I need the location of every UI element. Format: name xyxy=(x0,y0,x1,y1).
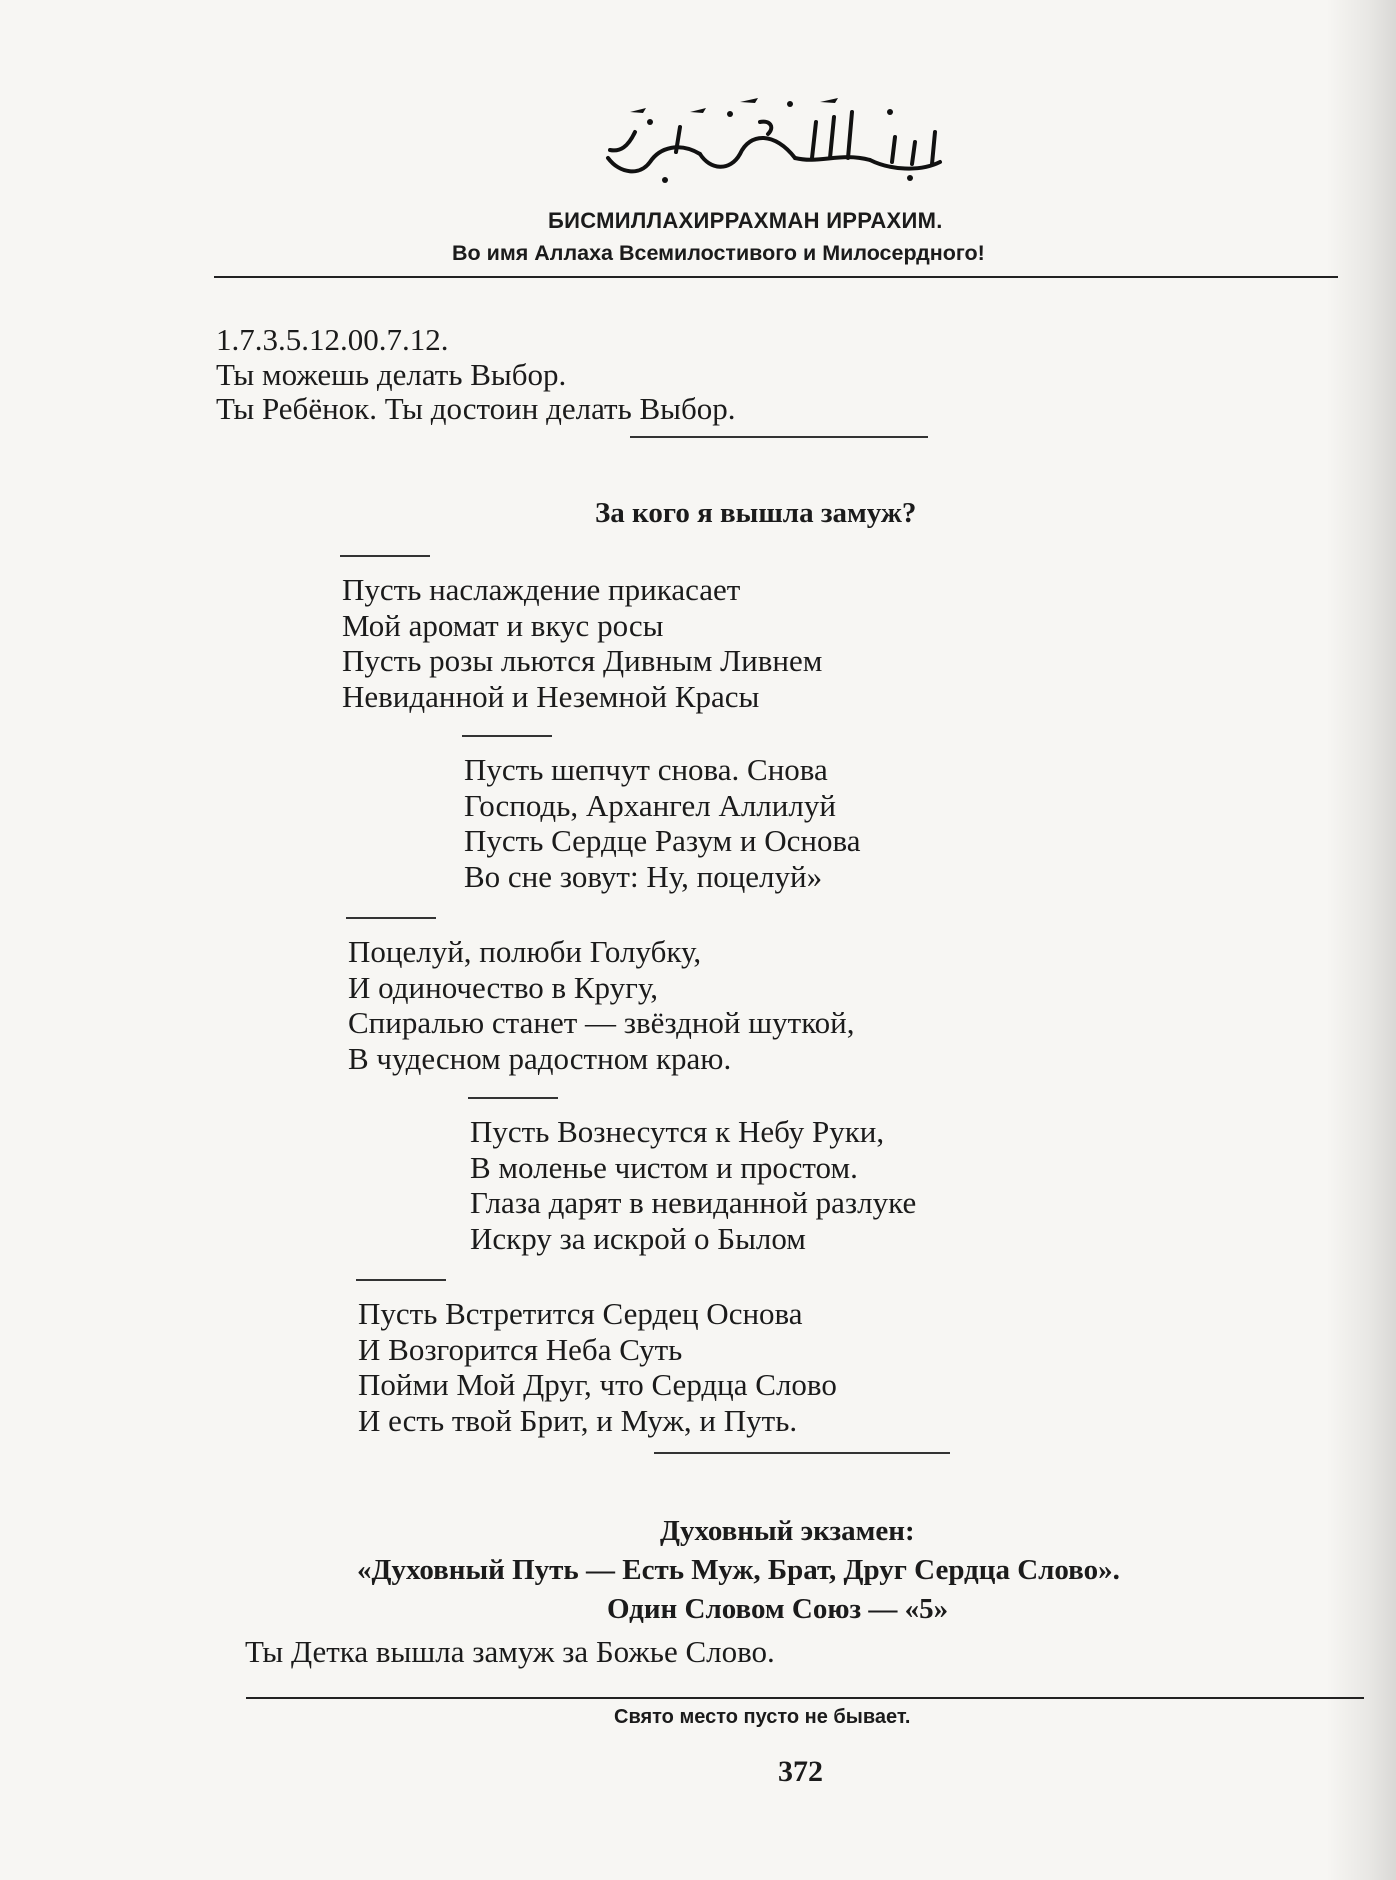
poem-line: Невиданной и Неземной Красы xyxy=(342,678,760,714)
poem-stanza-5 xyxy=(358,1296,837,1438)
poem-line: Во сне зовут: Ну, поцелуй» xyxy=(464,858,823,894)
page-edge-shadow xyxy=(1326,0,1396,1880)
stanza-divider xyxy=(356,1279,446,1281)
poem-stanza-4 xyxy=(470,1114,916,1256)
stanza-divider xyxy=(462,735,552,737)
exam-title: Духовный экзамен: xyxy=(660,1515,915,1547)
header-rule xyxy=(214,276,1338,278)
poem-line: И Возгорится Неба Суть xyxy=(358,1331,683,1367)
poem-line: И есть твой Брит, и Муж, и Путь. xyxy=(358,1402,798,1438)
poem-stanza-2 xyxy=(464,752,860,894)
poem-line: Пусть шепчут снова. Снова xyxy=(464,752,828,787)
footer-proverb: Свято место пусто не бывает. xyxy=(614,1706,911,1728)
poem-line: Господь, Архангел Аллилуй xyxy=(464,787,836,823)
poem-end-rule xyxy=(654,1452,950,1454)
exam-quote: «Духовный Путь — Есть Муж, Брат, Друг Сердца Слово». xyxy=(357,1554,1120,1586)
poem-line: Спиралью станет — звёздной шуткой, xyxy=(348,1005,855,1040)
exam-conclusion: Ты Детка вышла замуж за Божье Слово. xyxy=(245,1634,775,1669)
poem-stanza-3 xyxy=(348,934,855,1076)
poem-line: Мой аромат и вкус росы xyxy=(342,607,664,643)
poem-line: Искру за искрой о Былом xyxy=(470,1220,806,1256)
stanza-divider xyxy=(468,1097,558,1099)
poem-line: Пусть Сердце Разум и Основа xyxy=(464,823,861,858)
poem-line: Поцелуй, полюби Голубку, xyxy=(348,934,702,969)
bismillah-transliteration: БИСМИЛЛАХИРРАХМАН ИРРАХИМ. xyxy=(548,208,943,233)
exam-grade: Один Словом Союз — «5» xyxy=(607,1593,949,1625)
poem-line: Глаза дарят в невиданной разлуке xyxy=(470,1185,917,1220)
poem-line: Пусть наслаждение прикасает xyxy=(342,572,741,607)
stanza-divider xyxy=(346,917,436,919)
bismillah-calligraphy xyxy=(590,92,950,187)
poem-line: Пусть розы льются Дивным Ливнем xyxy=(342,643,823,678)
poem-line: Пусть Встретится Сердец Основа xyxy=(358,1296,803,1331)
intro-code: 1.7.3.5.12.00.7.12. xyxy=(216,322,449,357)
poem-line: В моленье чистом и простом. xyxy=(470,1149,858,1185)
page-number: 372 xyxy=(778,1755,823,1788)
footer-rule xyxy=(246,1697,1364,1699)
stanza-divider xyxy=(340,555,430,557)
intro-rule xyxy=(630,436,928,438)
poem-line: Пойми Мой Друг, что Сердца Слово xyxy=(358,1367,837,1402)
poem-line: И одиночество в Кругу, xyxy=(348,969,659,1005)
bismillah-translation: Во имя Аллаха Всемилостивого и Милосердного! xyxy=(452,241,985,265)
intro-line-2: Ты Ребёнок. Ты достоин делать Выбор. xyxy=(216,391,736,426)
poem-line: В чудесном радостном краю. xyxy=(348,1040,732,1076)
poem-stanza-1 xyxy=(342,572,822,714)
intro-line-1: Ты можешь делать Выбор. xyxy=(216,357,567,392)
poem-line: Пусть Вознесутся к Небу Руки, xyxy=(470,1114,885,1149)
poem-title: За кого я вышла замуж? xyxy=(595,497,917,529)
